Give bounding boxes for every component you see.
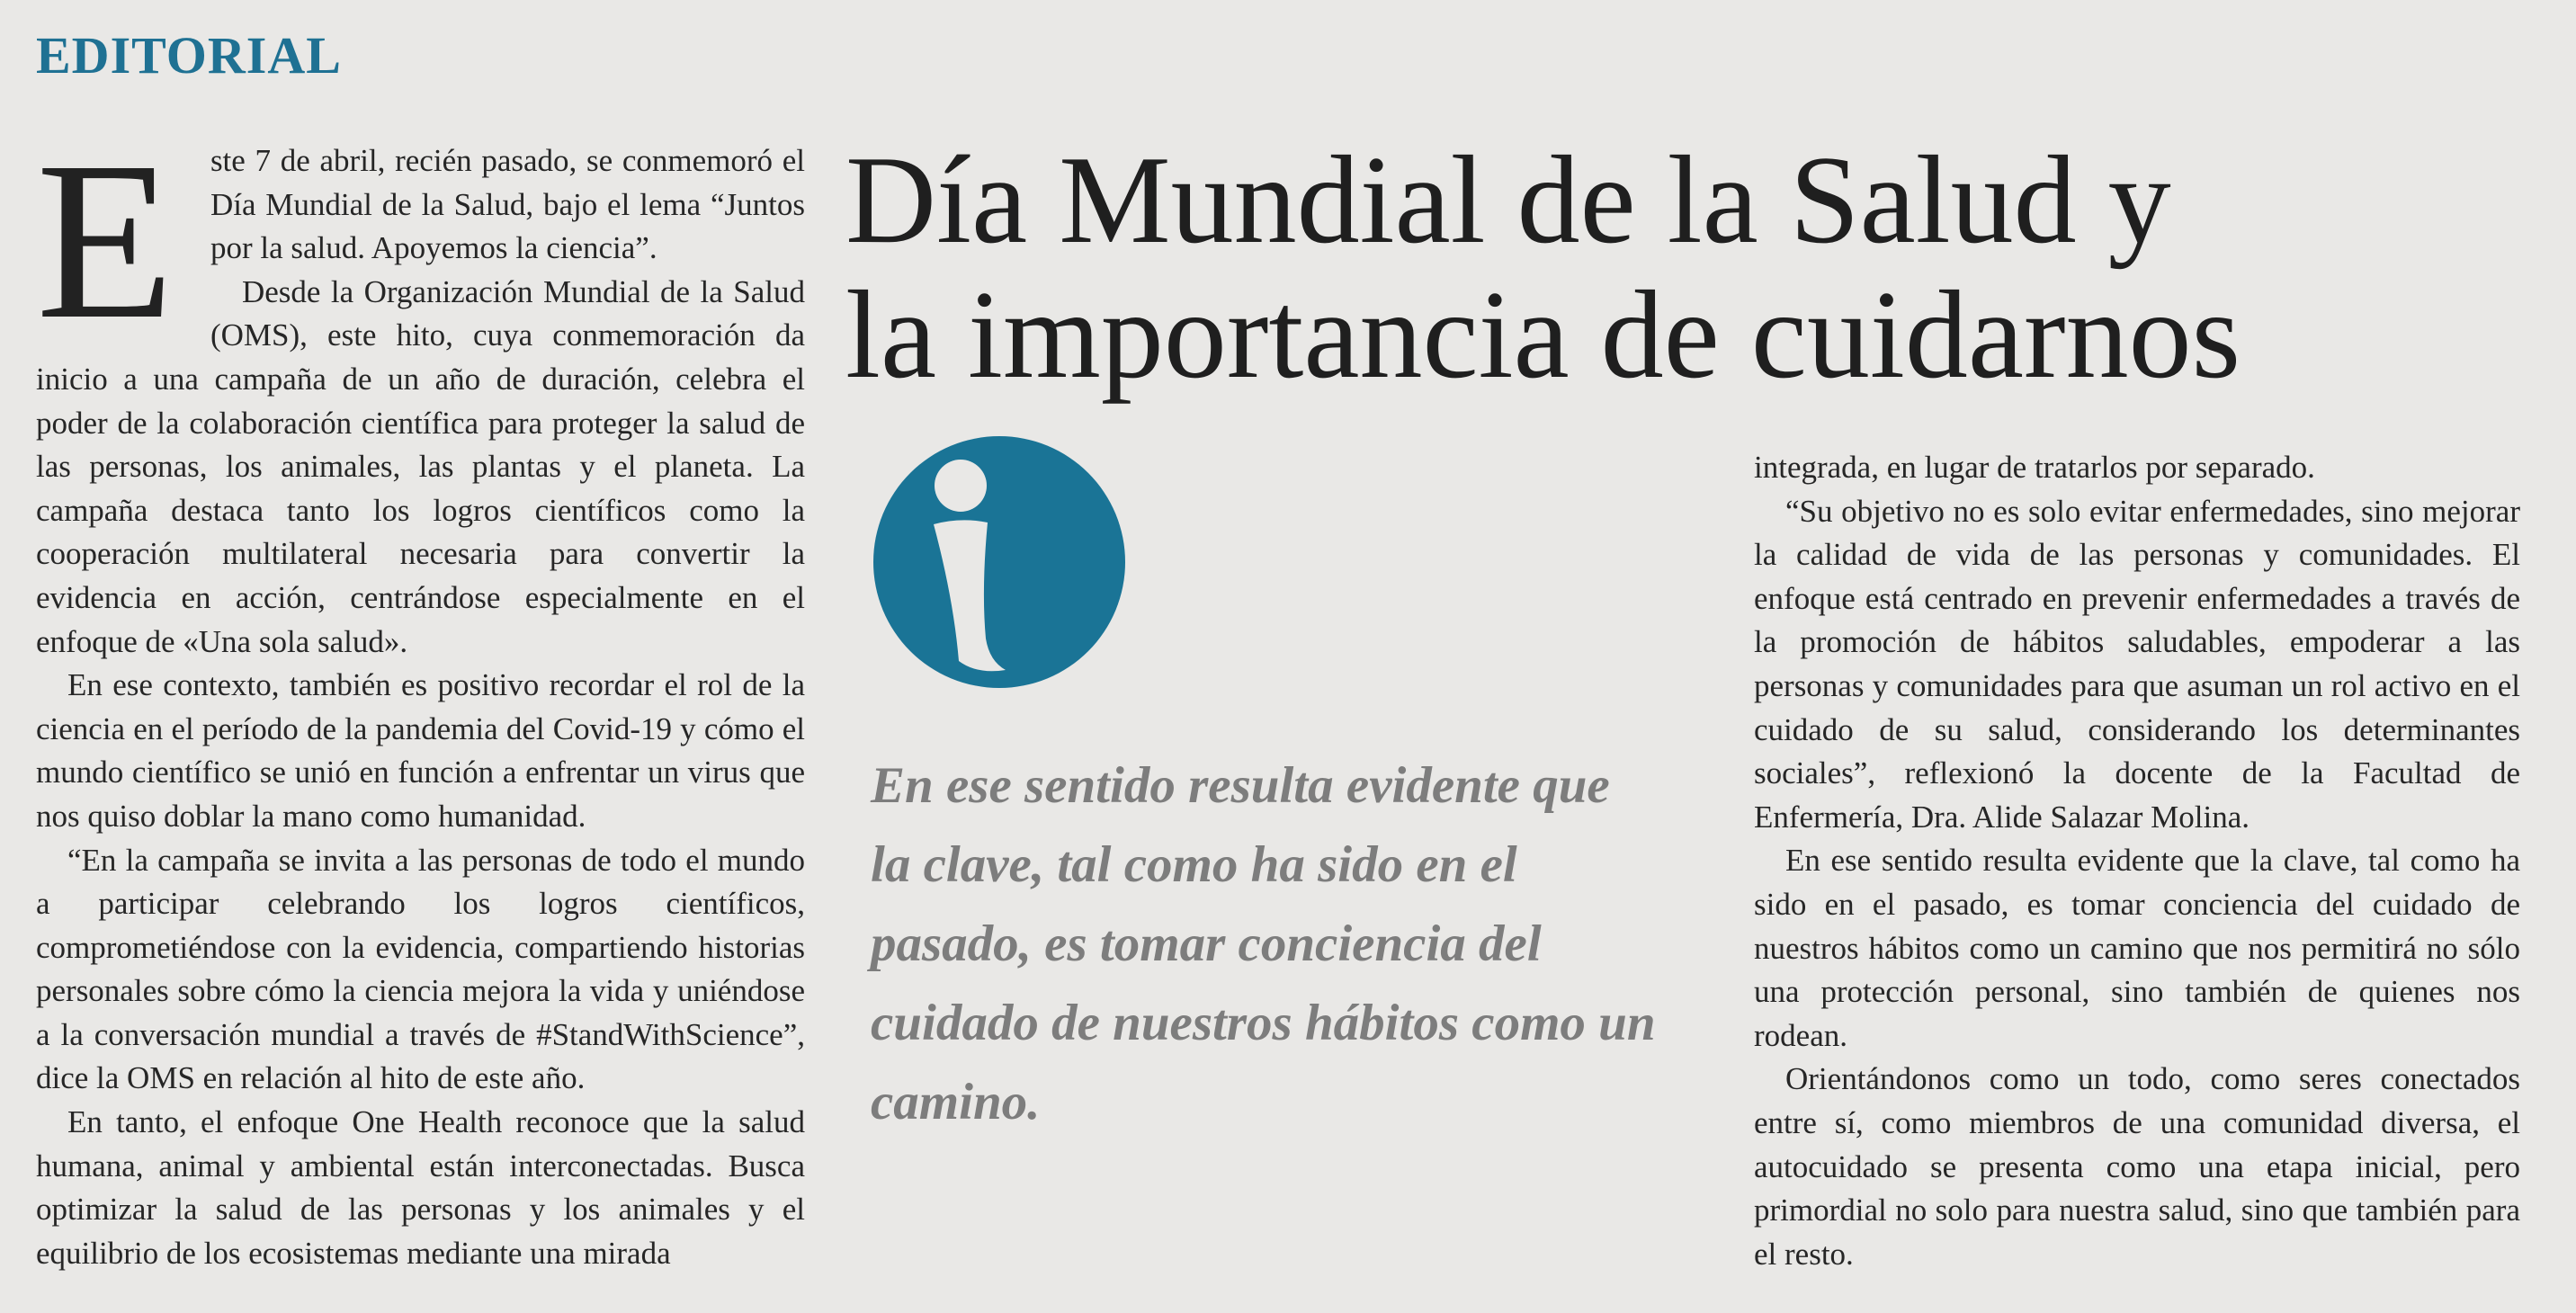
drop-cap: E (36, 114, 174, 366)
right-column (1754, 446, 2520, 1276)
paragraph: “En la campaña se invita a las personas de todo el mundo a participar celebrando los logros científicos, comprometiéndose con la evidencia, compartiendo historias personales sobre cómo la ciencia mejora la vida y uniéndose a la conversación mundial a través de #StandWithScience”, dice la OMS en relación al hito de este año. (36, 842, 805, 1096)
paragraph: En ese sentido resulta evidente que la clave, tal como ha sido en el pasado, es tomar conciencia del cuidado de nuestros hábitos como un camino que nos permitirá no sólo una protección personal, sino también de quienes nos rodean. (1754, 843, 2520, 1053)
paragraph: En tanto, el enfoque One Health reconoce que la salud humana, animal y ambiental están interconectadas. Busca optimizar la salud de las personas y los animales y el equilibrio de los ecosistemas mediante una mirada (36, 1104, 805, 1271)
section-label: EDITORIAL (36, 26, 342, 85)
left-column (36, 114, 805, 1275)
paragraph: Desde la Organización Mundial de la Salud (OMS), este hito, cuya conmemoración da inicio a una campaña de un año de duración, celebra el poder de la colaboración científica para proteger la salud de las personas, los animales, las plantas y el planeta. La campaña destaca tanto los logros científicos como la cooperación multilateral necesaria para convertir la evidencia en acción, centrándose especialmente en el enfoque de «Una sola salud». (36, 273, 805, 659)
paragraph: En ese contexto, también es positivo recordar el rol de la ciencia en el período de la pandemia del Covid-19 y cómo el mundo científico se unió en función a enfrentar un virus que nos quiso doblar la mano como humanidad. (36, 667, 805, 834)
paragraph: Orientándonos como un todo, como seres conectados entre sí, como miembros de una comunidad diversa, el autocuidado se presenta como una etapa inicial, pero primordial no solo para nuestra salud, sino que también para el resto. (1754, 1061, 2520, 1272)
headline: Día Mundial de la Salud y la importancia de cuidarnos (845, 130, 2241, 405)
paragraph: “Su objetivo no es solo evitar enfermedades, sino mejorar la calidad de vida de las personas y comunidades. El enfoque está centrado en prevenir enfermedades a través de la promoción de hábitos saludables, empoderar a las personas y comunidades para que asuman un rol activo en el cuidado de su salud, considerando los determinantes sociales”, reflexionó la docente de la Facultad de Enfermería, Dra. Alide Salazar Molina. (1754, 493, 2520, 835)
info-icon (871, 436, 1131, 688)
paragraph: integrada, en lugar de tratarlos por separado. (1754, 450, 2315, 485)
pullquote: En ese sentido resulta evidente que la clave, tal como ha sido en el pasado, es tomar conciencia del cuidado de nuestros hábitos como un camino. (871, 757, 1656, 1130)
paragraph: ste 7 de abril, recién pasado, se conmemoró el Día Mundial de la Salud, bajo el lema “Juntos por la salud. Apoyemos la ciencia”. (210, 143, 805, 266)
